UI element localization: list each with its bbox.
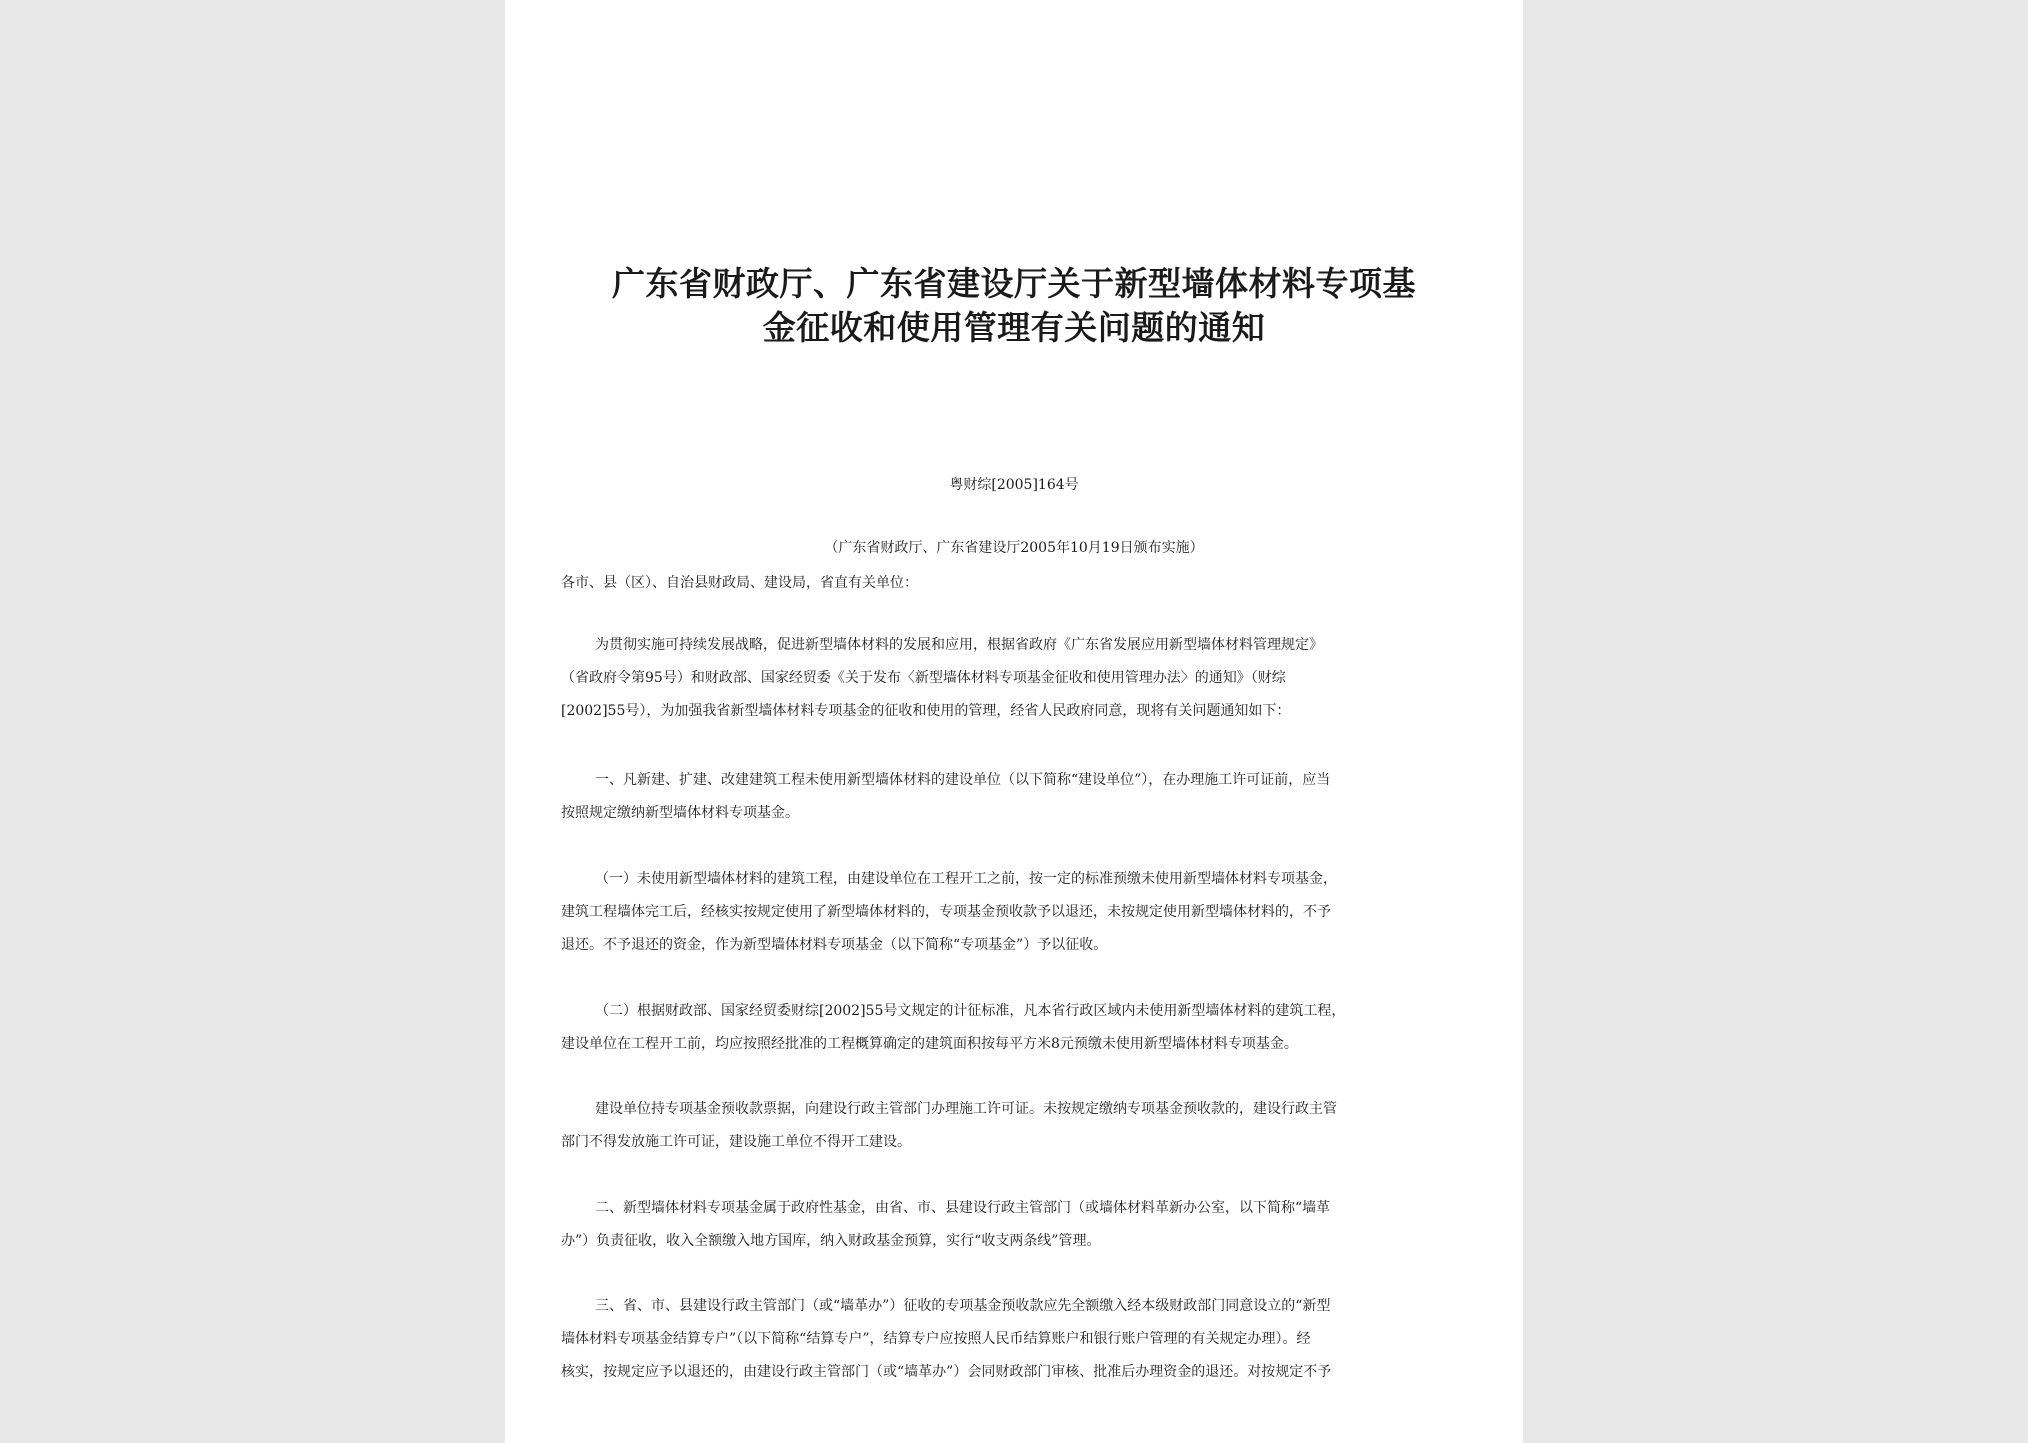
paragraph-line: 办”）负责征收，收入全额缴入地方国库，纳入财政基金预算，实行“收支两条线”管理。 xyxy=(561,1233,1101,1249)
paragraph-line: 墙体材料专项基金结算专户”（以下简称“结算专户”，结算专户应按照人民币结算账户和银行账户管理的有关规定办理）。经 xyxy=(561,1331,1311,1347)
paragraph-line: 二、新型墙体材料专项基金属于政府性基金，由省、市、县建设行政主管部门（或墙体材料革新办公室，以下简称“墙革 xyxy=(595,1200,1331,1216)
paragraph-line: 部门不得发放施工许可证，建设施工单位不得开工建设。 xyxy=(561,1134,911,1150)
paragraph-section-2 xyxy=(561,1192,1481,1258)
paragraph-section-1 xyxy=(561,764,1481,830)
paragraph-line: 三、省、市、县建设行政主管部门（或“墙革办”）征收的专项基金预收款应先全额缴入经本级财政部门同意设立的“新型 xyxy=(595,1298,1331,1314)
paragraph-line: 核实，按规定应予以退还的，由建设行政主管部门（或“墙革办”）会同财政部门审核、批准后办理资金的退还。对按规定不予 xyxy=(561,1364,1332,1380)
issuing-note: （广东省财政厅、广东省建设厅2005年10月19日颁布实施） xyxy=(824,540,1204,556)
paragraph-line: 建设单位持专项基金预收款票据，向建设行政主管部门办理施工许可证。未按规定缴纳专项基金预收款的，建设行政主管 xyxy=(595,1101,1337,1117)
paragraph-line: （一）未使用新型墙体材料的建筑工程，由建设单位在工程开工之前，按一定的标准预缴未使用新型墙体材料专项基金， xyxy=(595,871,1337,887)
paragraph-section-3 xyxy=(561,1290,1481,1389)
title-line-2: 金征收和使用管理有关问题的通知 xyxy=(762,308,1266,347)
paragraph-section-1-1 xyxy=(561,863,1481,962)
paragraph-line: （省政府令第95号）和财政部、国家经贸委《关于发布〈新型墙体材料专项基金征收和使用管理办法〉的通知》（财综 xyxy=(561,670,1286,686)
paragraph-line: 退还。不予退还的资金，作为新型墙体材料专项基金（以下简称“专项基金”）予以征收。 xyxy=(561,937,1108,953)
paragraph-line: 按照规定缴纳新型墙体材料专项基金。 xyxy=(561,805,799,821)
document-number: 粤财综[2005]164号 xyxy=(949,477,1079,493)
paragraph-line: （二）根据财政部、国家经贸委财综[2002]55号文规定的计征标准，凡本省行政区域内未使用新型墙体材料的建筑工程， xyxy=(595,1003,1346,1019)
paragraph-permit xyxy=(561,1093,1481,1159)
paragraph-section-1-2 xyxy=(561,995,1481,1061)
paragraph-intro xyxy=(561,629,1481,728)
document-title xyxy=(545,262,1483,350)
document-page xyxy=(505,0,1523,1443)
paragraph-line: 一、凡新建、扩建、改建建筑工程未使用新型墙体材料的建设单位（以下简称“建设单位”），在办理施工许可证前，应当 xyxy=(595,772,1331,788)
title-line-1: 广东省财政厅、广东省建设厅关于新型墙体材料专项基 xyxy=(612,264,1416,303)
paragraph-line: 建筑工程墙体完工后，经核实按规定使用了新型墙体材料的，专项基金预收款予以退还，未按规定使用新型墙体材料的，不予 xyxy=(561,904,1331,920)
paragraph-line: [2002]55号），为加强我省新型墙体材料专项基金的征收和使用的管理，经省人民政府同意，现将有关问题通知如下： xyxy=(561,703,1291,719)
addressee-line: 各市、县（区）、自治县财政局、建设局，省直有关单位： xyxy=(561,575,918,591)
paragraph-line: 为贯彻实施可持续发展战略，促进新型墙体材料的发展和应用，根据省政府《广东省发展应用新型墙体材料管理规定》 xyxy=(595,637,1323,653)
paragraph-line: 建设单位在工程开工前，均应按照经批准的工程概算确定的建筑面积按每平方米8元预缴未使用新型墙体材料专项基金。 xyxy=(561,1036,1298,1052)
